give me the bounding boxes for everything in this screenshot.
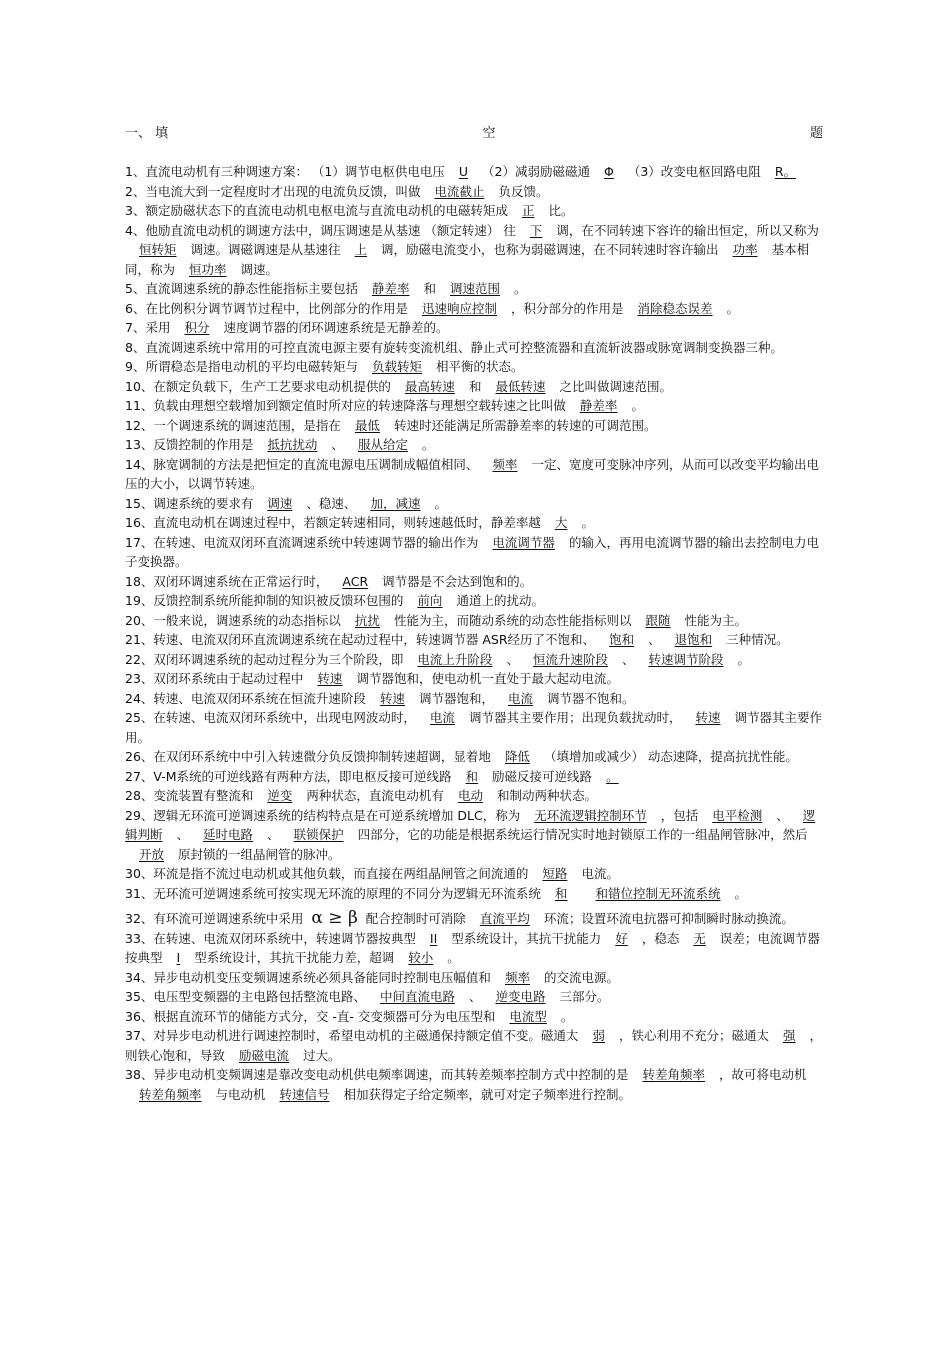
- question-text: 、: [776, 807, 789, 823]
- question-text: 环流；设置环流电抗器: [543, 911, 669, 926]
- answer-blank: 降低: [504, 749, 530, 764]
- question-21: [125, 630, 823, 650]
- answer-blank: 逆变: [267, 788, 293, 803]
- question-27: [125, 767, 823, 787]
- question-text: 23、双闭环系统由于起动过程中: [125, 671, 304, 686]
- question-19: [125, 591, 823, 611]
- question-text: ，稳态: [641, 930, 680, 946]
- question-text: 调节器其主要作用；出现负载扰动时，: [468, 710, 682, 725]
- answer-blank: 转差角频率: [139, 1086, 202, 1102]
- question-text: 电流。: [581, 866, 619, 881]
- question-5: [125, 279, 823, 299]
- question-text: 。: [434, 495, 447, 511]
- answer-blank: 转差角频率: [642, 1067, 705, 1082]
- answer-blank: 弱: [592, 1028, 605, 1043]
- question-text: 27、V-M系统的可逆线路有两种方法，即电枢反接可逆线路: [125, 768, 452, 784]
- question-text: 调速，而其转差频率控制方式中控制的是: [403, 1067, 629, 1082]
- question-text: ，则铁心饱和，导致: [125, 1028, 822, 1063]
- question-text: 过大。: [303, 1047, 341, 1063]
- question-text: 。: [726, 300, 740, 316]
- answer-blank: 无: [693, 930, 706, 946]
- question-text: 、: [648, 632, 661, 647]
- answer-blank: 调速: [267, 495, 293, 511]
- answer-blank: 最低: [354, 417, 380, 433]
- question-text: 28、变流装置有整流和: [125, 788, 254, 803]
- question-text: 、: [331, 437, 344, 452]
- question-8: [125, 338, 823, 358]
- question-text: ，积分部分的作用是: [510, 300, 624, 316]
- question-14: [125, 455, 823, 494]
- question-text: 调节器不饱和。: [546, 690, 635, 706]
- answer-blank: 电流调节器: [492, 534, 555, 550]
- answer-blank: ACR: [342, 573, 369, 589]
- question-text: 26、在双闭环系统中中引入转速微分负反馈抑制转速超调，显着地: [125, 749, 491, 764]
- question-22: [125, 650, 823, 670]
- question-text: 18、双闭环调速系统在正常运行时，: [125, 573, 329, 589]
- answer-blank: 和: [554, 885, 568, 901]
- answer-blank: II: [429, 930, 438, 946]
- question-text: 4、他励直流电动机的调速方法中，调压调速是从基速 （额定转速） 往: [125, 222, 516, 238]
- answer-blank: 电平检测: [712, 807, 763, 823]
- answer-blank: 转速: [695, 710, 721, 725]
- question-10: [125, 377, 823, 397]
- answer-blank: 最高转速: [404, 378, 455, 394]
- question-text: 调节器饱和，使电动机一直处于最大起动电流。: [356, 671, 619, 686]
- question-35: [125, 987, 823, 1007]
- question-text: 8、直流调速系统中常用的可控直流电源主要有旋转变流机组、静止式可控整流器和直流斩波器或脉宽调制变换器三种。: [125, 339, 783, 355]
- question-31: [125, 884, 823, 904]
- question-text: 19、反馈控制系统所能抑制的知识被反馈环包围的: [125, 593, 404, 608]
- question-text: 、: [468, 989, 482, 1004]
- question-13: [125, 435, 823, 455]
- question-text: （填增加或减少） 动态速降，提高抗扰性能。: [543, 749, 798, 764]
- question-text: 转速时还能满足所需静差率的转速的可调范围。: [393, 417, 657, 433]
- question-text: 三部分。: [559, 989, 610, 1004]
- question-4: [125, 221, 823, 280]
- question-text: 三种情况。: [726, 632, 789, 647]
- question-text: 13、反馈控制的作用是: [125, 437, 254, 452]
- answer-blank: 电流: [507, 690, 533, 706]
- answer-blank: I: [176, 950, 181, 965]
- question-text: 32、有环流可逆调速系统中采用: [125, 911, 304, 926]
- question-text: 17、在转速、电流双闭环直流调速系统中转速调节器的输出作为: [125, 534, 479, 550]
- answer-blank: 大: [554, 515, 568, 530]
- answer-blank: 短路: [542, 866, 568, 881]
- question-text: 31、无环流可逆调速系统可按实现无环流的原理的不同分为逻辑无环流系统: [125, 885, 541, 901]
- question-7: [125, 318, 823, 338]
- question-26: [125, 747, 823, 767]
- question-text: 调，励磁电流变小，也称为弱磁调速，在不同转速时容许输出: [381, 242, 719, 257]
- question-text: 一定、宽度可变脉冲序列，从而可以改变平均输出电压的大小，以调节转速。: [125, 456, 819, 491]
- question-text: 调节器是不会达到饱和的。: [382, 573, 533, 589]
- answer-blank: 静差率: [371, 281, 410, 296]
- question-text: 型系统设计，其抗干扰能力: [451, 930, 602, 946]
- question-text: 、: [176, 827, 190, 842]
- answer-blank: 电流: [429, 710, 455, 725]
- answer-blank: 最低转速: [495, 378, 546, 394]
- question-text: （3）改变电枢回路电阻: [627, 164, 761, 179]
- answer-blank: 恒流升速阶段: [532, 651, 608, 667]
- answer-blank: U: [458, 164, 469, 179]
- question-33: [125, 929, 823, 968]
- question-text: 的交流电源。: [543, 969, 619, 985]
- question-text: 2、当电流大到一定程度时才出现的电流负反馈，叫做: [125, 183, 421, 199]
- question-2: [125, 182, 823, 202]
- question-text: 和制动两种状态。: [496, 788, 597, 803]
- answer-blank: 调速范围: [450, 281, 501, 296]
- answer-blank: 好: [615, 930, 628, 946]
- question-text: 。磁通太: [528, 1028, 579, 1043]
- answer-blank: 跟随: [645, 612, 671, 628]
- answer-blank: 励磁电流: [239, 1047, 290, 1063]
- question-text: ，故可将电动机: [718, 1067, 807, 1082]
- question-list: [125, 162, 823, 1104]
- question-text: 35、电压型变频器的主电路包括整流电路: [125, 989, 354, 1004]
- question-16: [125, 513, 823, 533]
- answer-blank: 积分: [184, 320, 210, 335]
- question-text: 相加获得定子给定频率，就可对定子频率进行控制。: [343, 1086, 632, 1102]
- question-text: 负反馈。: [498, 183, 549, 199]
- answer-blank: 转速: [379, 690, 405, 706]
- question-20: [125, 611, 823, 631]
- answer-blank: 电流型: [509, 1008, 547, 1024]
- question-text: 型系统设计，其抗干扰能力差，超调: [194, 950, 395, 965]
- question-text: 调节器其主要作用。: [125, 710, 822, 745]
- question-text: 。: [737, 651, 751, 667]
- question-text: 9、所谓稳态是指电动机的平均电磁转矩与: [125, 359, 358, 374]
- question-32: [125, 909, 823, 929]
- answer-blank: 电流截止: [434, 183, 485, 199]
- question-text: 。: [631, 398, 644, 413]
- answer-blank: 直流平均: [479, 911, 530, 926]
- question-text: 性能为主。: [684, 612, 747, 628]
- formula-symbol: α ≥ β: [311, 908, 358, 928]
- answer-blank: 开放: [139, 846, 165, 862]
- question-3: [125, 201, 823, 221]
- answer-blank: 无环流逻辑控制环节: [534, 807, 647, 823]
- question-11: [125, 396, 823, 416]
- answer-blank: 功率: [732, 242, 758, 257]
- question-text: 、: [353, 989, 366, 1004]
- question-23: [125, 669, 823, 689]
- question-37: [125, 1026, 823, 1065]
- question-text: 调速。: [240, 261, 279, 277]
- question-text: 和: [468, 378, 482, 394]
- question-1: [125, 162, 823, 182]
- answer-blank: 电流上升阶段: [417, 651, 493, 667]
- answer-blank: 恒功率: [189, 261, 227, 277]
- question-text: 38、异步电动机变频调速是靠改变电动机供电频率: [125, 1067, 404, 1082]
- question-text: 16、直流电动机在调速过程中，若额定转速相同，则转速越低时，静差率越: [125, 515, 541, 530]
- answer-blank: 频率: [504, 969, 530, 985]
- question-text: 调，在不同转速下容许的输出恒定，所以又称为: [556, 222, 819, 238]
- question-text: 24、转速、电流双闭环系统在恒流升速阶段: [125, 690, 366, 706]
- question-text: 15、调速系统的要求有: [125, 495, 254, 511]
- question-text: 37、对异步电动机进行调速控制时，希望电动机的主磁通保持额定值不变: [125, 1028, 529, 1043]
- question-text: 、: [621, 651, 635, 667]
- answer-blank: 静差率: [579, 398, 618, 413]
- question-text: 性能为主，而随动系统的动态性能指标则以: [393, 612, 632, 628]
- question-36: [125, 1007, 823, 1027]
- question-text: 11、负载由理想空载增加到额定值时所对应的转速降落与理想空载转速之比叫做: [125, 398, 566, 413]
- question-text: 调速。调磁调速是从基速往: [190, 242, 341, 257]
- question-text: 。: [447, 950, 460, 965]
- question-text: 、: [267, 827, 280, 842]
- heading-part-3: 题: [809, 126, 823, 141]
- answer-blank: 上: [354, 242, 368, 257]
- answer-blank: 正: [521, 203, 535, 218]
- question-text: 5、直流调速系统的静态性能指标主要包括: [125, 281, 358, 296]
- answer-blank: 转速信号: [279, 1086, 330, 1102]
- answer-blank: 延时电路: [203, 827, 254, 842]
- question-text: 29、逻辑无环流可逆调速系统的结构特点是在可逆系统增加 DLC，称为: [125, 807, 521, 823]
- question-text: 22、双闭环调速系统的起动过程分为三个阶段，即: [125, 651, 404, 667]
- question-28: [125, 786, 823, 806]
- question-text: 配合控制时可消除: [365, 911, 466, 926]
- question-text: 3、额定励磁状态下的直流电动机电枢电流与直流电动机的电磁转矩成: [125, 203, 508, 218]
- question-text: 10、在额定负载下，生产工艺要求电动机提供的: [125, 378, 391, 394]
- answer-blank: 转速: [317, 671, 343, 686]
- question-text: 。: [560, 1008, 574, 1024]
- question-25: [125, 708, 823, 747]
- answer-blank: 转速调节阶段: [648, 651, 724, 667]
- question-text: 和: [423, 281, 436, 296]
- question-18: [125, 572, 823, 592]
- question-text: 。: [421, 437, 435, 452]
- question-text: （2）减弱励磁磁通: [482, 164, 591, 179]
- answer-blank: 强: [782, 1028, 796, 1043]
- question-text: 比。: [548, 203, 574, 218]
- question-text: 四部分，它的功能是根据系统运行情况实时地封锁原工作的一组晶闸管脉冲，然后: [357, 827, 808, 842]
- question-text: 25、在转速、电流双闭环系统中，出现电网波动时，: [125, 710, 416, 725]
- question-text: ，包括: [660, 807, 699, 823]
- answer-blank: 下: [529, 222, 543, 238]
- question-text: 30、环流是指不流过电动机或其他负载，而直接在两组晶闸管之间流通的: [125, 866, 529, 881]
- question-text: 。: [581, 515, 594, 530]
- question-text: 7、采用: [125, 320, 171, 335]
- question-text: 6、在比例积分调节调节过程中，比例部分的作用是: [125, 300, 408, 316]
- question-34: [125, 968, 823, 988]
- question-38: [125, 1065, 823, 1104]
- question-text: 误差；电流调节器按典型: [125, 930, 820, 965]
- answer-blank: 服从给定: [357, 437, 408, 452]
- question-17: [125, 533, 823, 572]
- question-text: 1、直流电动机有三种调速方案： （1）调节电枢供电电压: [125, 164, 445, 179]
- question-text: 36、根据直流环节的储能方式分，交 -直- 交变频器可分为电压型和: [125, 1008, 496, 1024]
- answer-blank: 和: [465, 768, 479, 784]
- answer-blank: 和错位控制无环流系统: [595, 885, 721, 901]
- answer-blank: 前向: [417, 593, 443, 608]
- question-text: 可抑制瞬时脉动换流。: [668, 911, 794, 926]
- answer-blank: 抵抗扰动: [267, 437, 318, 452]
- answer-blank: 抗扰: [354, 612, 380, 628]
- question-text: 、稳速、: [306, 495, 357, 511]
- answer-blank: 负载转矩: [371, 359, 422, 374]
- question-15: [125, 494, 823, 514]
- question-29: [125, 806, 823, 865]
- answer-blank: 较小: [408, 950, 434, 965]
- question-text: 12、一个调速系统的调速范围，是指在: [125, 417, 341, 433]
- answer-blank: 电动: [457, 788, 483, 803]
- answer-blank: 逆变电路: [495, 989, 546, 1004]
- answer-blank: R。: [774, 164, 797, 179]
- question-text: 34、异步电动机变压变频调速系统必须具备能同时控制电压幅值: [125, 969, 479, 985]
- question-text: 。: [734, 885, 747, 901]
- question-text: 基本相同，称为: [125, 242, 810, 277]
- answer-blank: 加，减速: [370, 495, 421, 511]
- question-text: 14、脉宽调制的方法是把恒定的直流电源电压调制成幅值相同、: [125, 456, 479, 472]
- question-text: 调节器饱和，: [418, 690, 494, 706]
- answer-blank: Φ: [604, 164, 614, 179]
- question-text: 励磁反接可逆线路: [492, 768, 593, 784]
- answer-blank: 消除稳态误差: [637, 300, 713, 316]
- question-text: 原封锁的一组晶闸管的脉冲。: [178, 846, 341, 862]
- question-text: ，铁心利用不充分；磁通太: [618, 1028, 769, 1043]
- question-text: 之比叫做调速范围。: [559, 378, 672, 394]
- answer-blank: 退饱和: [674, 632, 713, 647]
- answer-blank: 中间直流电路: [379, 989, 455, 1004]
- question-text: 20、一般来说，调速系统的动态指标以: [125, 612, 341, 628]
- question-text: 21、转速、电流双闭环直流调速系统在起动过程中，转速调节器 ASR经历了不饱和、: [125, 632, 596, 647]
- answer-blank: 联锁保护: [293, 827, 344, 842]
- section-heading: [125, 122, 823, 141]
- answer-blank: 逻辑判断: [125, 807, 816, 842]
- question-text: 。: [514, 281, 527, 296]
- heading-part-2: 空: [482, 126, 496, 141]
- answer-blank: 迅速响应控制: [421, 300, 497, 316]
- answer-blank: 饱和: [609, 632, 635, 647]
- answer-blank: 恒转矩: [139, 242, 177, 257]
- question-text: 的输入，再用电流调节器的输出去控制电力电子变换器。: [125, 534, 819, 569]
- question-text: 、: [506, 651, 519, 667]
- question-12: [125, 416, 823, 436]
- answer-blank: 。: [606, 768, 619, 784]
- heading-part-1: 一、 填: [125, 126, 169, 141]
- question-text: 相平衡的状态。: [435, 359, 524, 374]
- question-24: [125, 689, 823, 709]
- question-text: 速度调节器的闭环调速系统是无静差的。: [223, 320, 449, 335]
- question-text: 与电动机: [215, 1086, 266, 1102]
- question-6: [125, 299, 823, 319]
- question-text: 33、在转速、电流双闭环系统中，转速调节器按典型: [125, 930, 416, 946]
- question-text: 和: [478, 969, 491, 985]
- question-30: [125, 864, 823, 884]
- question-text: 两种状态，直流电动机有: [306, 788, 444, 803]
- answer-blank: 频率: [492, 456, 518, 472]
- question-text: 通道上的扰动。: [456, 593, 544, 608]
- question-9: [125, 357, 823, 377]
